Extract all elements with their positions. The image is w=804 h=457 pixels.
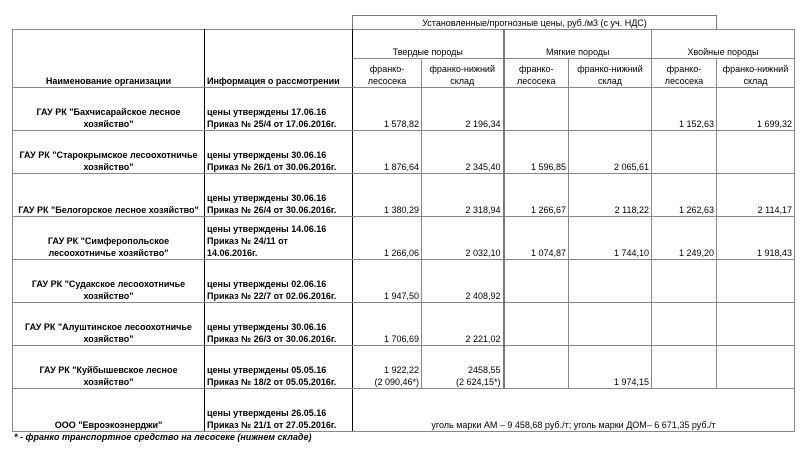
info-line: 14.06.2016г.	[207, 248, 258, 258]
review-info	[205, 88, 353, 131]
price-cell	[504, 303, 569, 346]
price-cell	[652, 131, 717, 174]
price-cell	[717, 88, 795, 131]
price-cell	[504, 174, 569, 217]
price-value: 1 974,15	[613, 377, 649, 387]
price-cell	[422, 303, 504, 346]
info-line: цены утверждены 05.05.16	[207, 365, 327, 375]
org-name: ГАУ РК "Бахчисарайское лесное хозяйство"	[13, 88, 205, 131]
info-line: цены утверждены 30.06.16	[207, 322, 327, 332]
price-value: 1 152,63	[678, 119, 714, 129]
group-conifer: Хвойные породы	[652, 30, 795, 59]
price-cell	[652, 174, 717, 217]
org-name: ООО "Евроэкоэнерджи"	[13, 389, 205, 432]
price-cell	[569, 174, 652, 217]
table-row	[13, 174, 795, 217]
price-value: 1 596,85	[530, 162, 566, 172]
coal-prices-note: уголь марки АМ – 9 458,68 руб./т; уголь марки ДОМ– 6 671,35 руб./т	[353, 389, 795, 432]
price-value: 2 114,17	[757, 205, 792, 215]
info-line: цены утверждены 17.06.16	[207, 107, 327, 117]
price-cell	[717, 346, 795, 389]
price-cell	[353, 260, 422, 303]
price-cell	[652, 88, 717, 131]
price-cell	[504, 260, 569, 303]
price-value: 1 380,29	[383, 205, 419, 215]
price-cell	[652, 303, 717, 346]
subheader-2: франко-лесосека	[504, 59, 569, 88]
prices-title: Установленные/прогнозные цены, руб./м3 (с уч. НДС)	[352, 15, 717, 30]
price-cell	[652, 217, 717, 260]
price-value: 1 262,63	[678, 205, 714, 215]
table-row	[13, 389, 795, 432]
info-line: Приказ № 22/7 от 02.06.2016г.	[207, 291, 337, 301]
subheader-0: франко-лесосека	[353, 59, 422, 88]
price-cell	[422, 346, 504, 389]
price-cell	[353, 346, 422, 389]
table-row	[13, 346, 795, 389]
org-name: ГАУ РК "Белогорское лесное хозяйство"	[13, 174, 205, 217]
review-info	[205, 131, 353, 174]
price-cell	[652, 260, 717, 303]
price-cell	[422, 217, 504, 260]
price-cell	[652, 346, 717, 389]
price-cell	[353, 88, 422, 131]
price-value: 1 249,20	[678, 248, 714, 258]
price-cell	[353, 303, 422, 346]
price-cell	[504, 88, 569, 131]
price-cell	[717, 260, 795, 303]
review-info	[205, 217, 353, 260]
price-value: 1 947,50	[383, 291, 419, 301]
subheader-1: франко-нижний склад	[422, 59, 504, 88]
price-cell	[422, 131, 504, 174]
info-line: цены утверждены 14.06.16	[207, 224, 327, 234]
price-value: 2458,55	[467, 365, 501, 375]
price-value: 2 118,22	[614, 205, 649, 215]
price-cell	[504, 217, 569, 260]
info-line: Приказ № 21/1 от 27.05.2016г.	[207, 420, 337, 430]
info-line: Приказ № 26/4 от 30.06.2016г.	[207, 205, 337, 215]
price-value: 1 266,67	[530, 205, 566, 215]
info-line: Приказ № 24/11 от	[207, 236, 288, 246]
price-value: 2 221,02	[465, 334, 501, 344]
price-cell	[569, 303, 652, 346]
info-line: Приказ № 18/2 от 05.05.2016г.	[207, 377, 337, 387]
info-line: цены утверждены 30.06.16	[207, 193, 327, 203]
price-cell	[717, 174, 795, 217]
price-cell	[569, 131, 652, 174]
price-value: 2 345,40	[465, 162, 501, 172]
price-value: 1 918,43	[756, 248, 792, 258]
group-hard: Твердые породы	[353, 30, 504, 59]
price-cell	[569, 217, 652, 260]
review-info	[205, 346, 353, 389]
footnote: * - франко транспортное средство на лесосеке (нижнем складе)	[14, 432, 312, 442]
review-info	[205, 174, 353, 217]
price-value: 2 408,92	[465, 291, 501, 301]
subheader-3: франко-нижний склад	[569, 59, 652, 88]
info-line: Приказ № 26/3 от 30.06.2016г.	[207, 334, 337, 344]
price-cell	[717, 303, 795, 346]
info-line: цены утверждены 30.06.16	[207, 150, 327, 160]
table-row	[13, 303, 795, 346]
subheader-5: франко-нижний склад	[717, 59, 795, 88]
subheader-4: франко-лесосека	[652, 59, 717, 88]
info-line: цены утверждены 26.05.16	[207, 408, 327, 418]
price-cell	[353, 174, 422, 217]
price-cell	[504, 346, 569, 389]
org-name: ГАУ РК "Судакское лесоохотничье хозяйство"	[13, 260, 205, 303]
price-cell	[569, 260, 652, 303]
price-value: 1 744,10	[613, 248, 649, 258]
price-value: (2 624,15*)	[455, 377, 501, 387]
price-cell	[504, 131, 569, 174]
price-cell	[569, 346, 652, 389]
price-value: 1 706,69	[383, 334, 419, 344]
price-value: 1 578,82	[383, 119, 419, 129]
org-name: ГАУ РК "Куйбышевское лесное хозяйство"	[13, 346, 205, 389]
price-cell	[569, 88, 652, 131]
price-cell	[717, 217, 795, 260]
table-row	[13, 260, 795, 303]
price-cell	[353, 131, 422, 174]
price-cell	[353, 217, 422, 260]
price-cell	[717, 131, 795, 174]
price-value: 2 065,61	[613, 162, 649, 172]
table-row	[13, 88, 795, 131]
review-info	[205, 260, 353, 303]
price-value: 2 032,10	[465, 248, 501, 258]
prices-table	[12, 29, 795, 432]
header-org: Наименование организации	[13, 30, 205, 88]
price-value: (2 090,46*)	[374, 377, 419, 387]
info-line: цены утверждены 02.06.16	[207, 279, 327, 289]
table-row	[13, 217, 795, 260]
price-value: 1 266,06	[383, 248, 419, 258]
table-row	[13, 131, 795, 174]
group-soft: Мягкие породы	[504, 30, 652, 59]
review-info	[205, 389, 353, 432]
price-cell	[422, 174, 504, 217]
price-cell	[422, 88, 504, 131]
price-value: 2 318,94	[465, 205, 501, 215]
org-name: ГАУ РК "Алуштинское лесоохотничье хозяйство"	[13, 303, 205, 346]
header-info: Информация о рассмотрении	[205, 30, 353, 88]
price-cell	[422, 260, 504, 303]
price-value: 1 699,32	[756, 119, 792, 129]
info-line: Приказ № 25/4 от 17.06.2016г.	[207, 119, 337, 129]
review-info	[205, 303, 353, 346]
info-line: Приказ № 26/1 от 30.06.2016г.	[207, 162, 337, 172]
price-value: 1 922,22	[383, 365, 419, 375]
org-name: ГАУ РК "Старокрымское лесоохотничье хозяйство"	[13, 131, 205, 174]
price-value: 2 196,34	[465, 119, 501, 129]
price-value: 1 876,64	[383, 162, 419, 172]
org-name: ГАУ РК "Симферопольское лесоохотничье хозяйство"	[13, 217, 205, 260]
price-value: 1 074,87	[530, 248, 566, 258]
